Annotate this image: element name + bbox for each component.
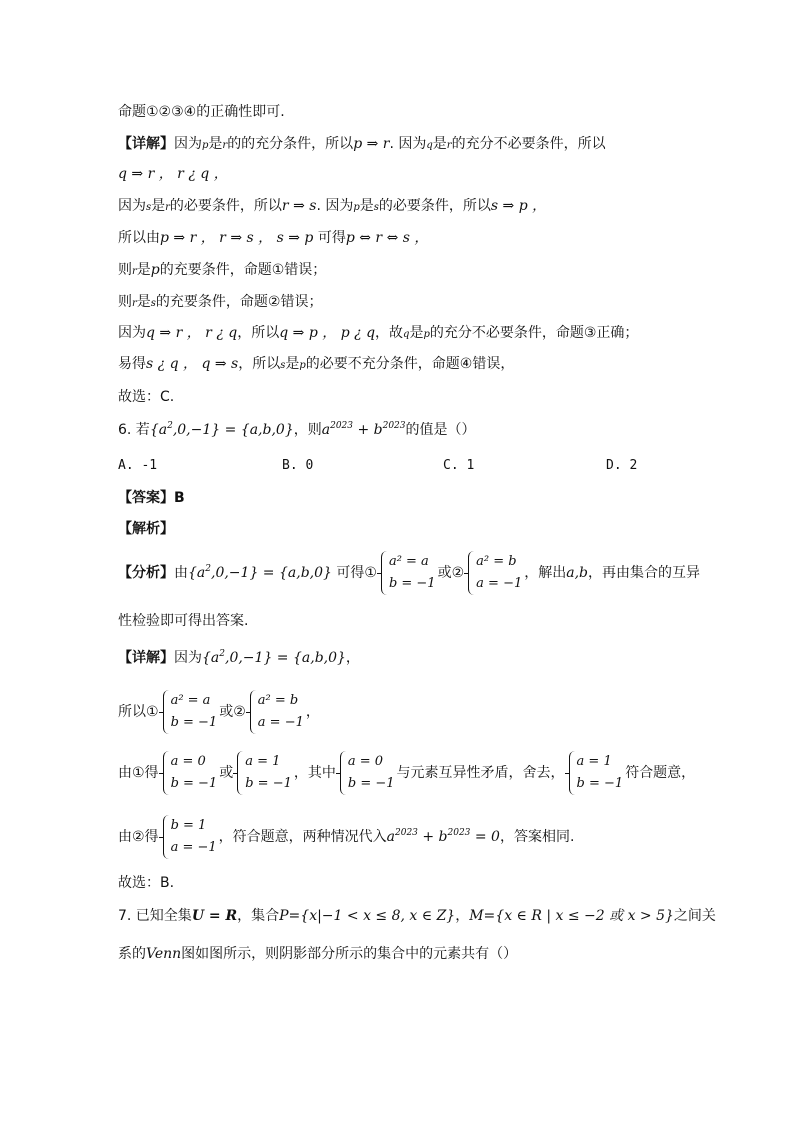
math: r ⇒ s [281,198,317,214]
math: q ⇒ r ， r ¿ q [146,325,238,341]
text-line [118,815,574,859]
equation-system: a = 1 b = −1 [567,751,624,795]
math: s [280,360,286,371]
text: 则 [118,294,132,310]
text: 的的充分条件，所以 [227,136,354,152]
math: p [353,202,360,213]
text: 图如图所示，则阴影部分所示的集合中的元素共有（） [181,946,518,962]
text-line [118,944,517,964]
section-tag: 【分析】 [118,565,174,581]
equation-system: a = 0 b = −1 [338,751,395,795]
text: 的必要条件，所以 [169,198,282,214]
text: 之间关 [673,908,716,924]
math: r [132,266,137,277]
math: ,0,−1} = {a,b,0} [211,565,332,581]
text: 因为 [174,650,202,666]
text: 是 [359,198,374,214]
analysis-label: 【解析】 [118,521,174,537]
math: ,0,−1} = {a,b,0} [172,422,294,438]
text: 的值是（） [405,422,476,438]
text: 是 [432,136,447,152]
text: . 因为 [389,136,427,152]
text-line [118,196,546,218]
option-b: B. 0 [282,458,314,473]
math: s [150,298,156,309]
text: 的充要条件，命题①错误； [159,262,327,278]
option-a: A. -1 [118,458,158,473]
text: 是 [136,294,151,310]
superscript: 2023 [447,828,471,838]
equation-system: a² = a b = −1 [379,551,436,595]
text: ，所以 [238,356,281,372]
text-line [118,134,606,156]
text: ，答案相同. [499,829,575,845]
text: 或 [219,765,234,781]
text: 因为 [174,136,202,152]
math: p [202,140,209,151]
math: = 0 [470,829,500,845]
math: s [146,202,152,213]
math: p ⇔ r ⇔ s ， [345,230,429,246]
math: M={x ∈ R | x ≤ −2 或 x > 5} [469,908,674,924]
superscript: 2 [167,421,173,431]
math: {a [188,565,206,581]
text: 因为 [118,325,146,341]
math: p [299,360,306,371]
superscript: 2023 [382,421,406,431]
math: s [373,202,379,213]
text: 是 [136,262,151,278]
text: ，集合 [237,908,280,924]
text: 是 [151,198,166,214]
math: r [132,298,137,309]
question-6 [118,420,476,442]
superscript: 2 [205,564,211,574]
text: 由①得 [118,765,159,781]
text: ，解出 [524,565,567,581]
math: r [165,202,170,213]
text-line [118,690,320,734]
text: 与元素互异性矛盾，舍去， [396,765,565,781]
math: Venn [146,946,182,962]
equation-system: a = 1 b = −1 [235,751,292,795]
math: p [150,262,160,278]
superscript: 2023 [395,828,418,838]
answer-label: 【答案】B [118,490,185,506]
math: q [426,140,433,151]
text: 的充分不必要条件，命题③正确； [429,325,639,341]
text: ，所以 [237,325,280,341]
text: 则 [118,262,132,278]
math: q [403,329,410,340]
text: 易得 [118,356,146,372]
text: ，则 [293,422,322,438]
math: s ⇒ p ， [490,198,547,214]
text-line [118,292,322,314]
text-line: 故选：B. [118,875,175,891]
section-tag: 【详解】 [118,136,174,152]
text: ，其中 [293,765,336,781]
math: a [386,829,395,845]
math: p [423,329,430,340]
math: {a [202,650,220,666]
math: a [321,422,331,438]
text: 的必要不充分条件，命题④错误， [305,356,515,372]
equation-system: a² = b a = −1 [248,690,304,734]
math: a,b [566,565,588,581]
text-line [118,260,326,282]
text: 的充分不必要条件，所以 [451,136,606,152]
equation-system: a = 0 b = −1 [161,751,218,795]
question-number: 7. 已知全集 [118,908,192,924]
text: 由 [174,565,188,581]
section-tag: 【详解】 [118,650,174,666]
math: p ⇒ r ， r ⇒ s ， s ⇒ p [160,230,314,246]
text: 所以① [118,704,159,720]
text-line: 故选：C. [118,389,175,405]
math: s ¿ q ， q ⇒ s [146,356,239,372]
text-line [118,354,514,376]
text-line [118,323,638,345]
math: r [446,140,452,151]
text: 的充要条件，命题②错误； [155,294,323,310]
text: 或② [219,704,246,720]
text-line: 性检验即可得出答案. [118,613,249,629]
text: 可得 [317,230,346,246]
text: 所以由 [118,230,160,246]
math: p ⇒ r [353,136,390,152]
equation-system: a² = b a = −1 [466,551,522,595]
text-line: 命题①②③④的正确性即可. [118,104,285,120]
question-7 [118,906,716,926]
text: 系的 [118,946,146,962]
text: 因为 [118,198,146,214]
option-d: D. 2 [606,458,638,473]
text: 符合题意， [625,765,696,781]
math: {a [149,422,168,438]
math: ,0,−1} = {a,b,0} [225,650,346,666]
math: + b [417,829,448,845]
detail-line [118,648,360,670]
math: U = R [191,908,238,924]
math: P={x|−1 < x ≤ 8, x ∈ Z} [279,908,456,924]
text-line [118,228,428,248]
text: ， [455,908,470,924]
text: 的必要条件，所以 [378,198,491,214]
superscript: 2023 [330,421,353,431]
text: ，符合题意，两种情况代入 [218,829,387,845]
math-line: q ⇒ r ， r ¿ q ， [118,166,228,182]
text: 或② [437,565,465,581]
math: q ⇒ p ， p ¿ q [279,325,376,341]
equation-system: a² = a b = −1 [161,690,218,734]
superscript: 2 [219,649,225,659]
analysis-line [118,551,700,595]
text: ， [345,650,360,666]
text: ， [305,704,320,720]
equation-system: b = 1 a = −1 [161,815,217,859]
text: 可得① [336,565,377,581]
text: ，故 [375,325,404,341]
math: r [222,140,228,151]
option-c: C. 1 [443,458,475,473]
text: 由②得 [118,829,159,845]
math: + b [353,422,383,438]
question-number: 6. 若 [118,422,150,438]
text-line [118,751,695,795]
text: 是 [409,325,424,341]
text: . 因为 [316,198,354,214]
text: 是 [285,356,300,372]
text: 是 [208,136,223,152]
text: ，再由集合的互异 [588,565,700,581]
